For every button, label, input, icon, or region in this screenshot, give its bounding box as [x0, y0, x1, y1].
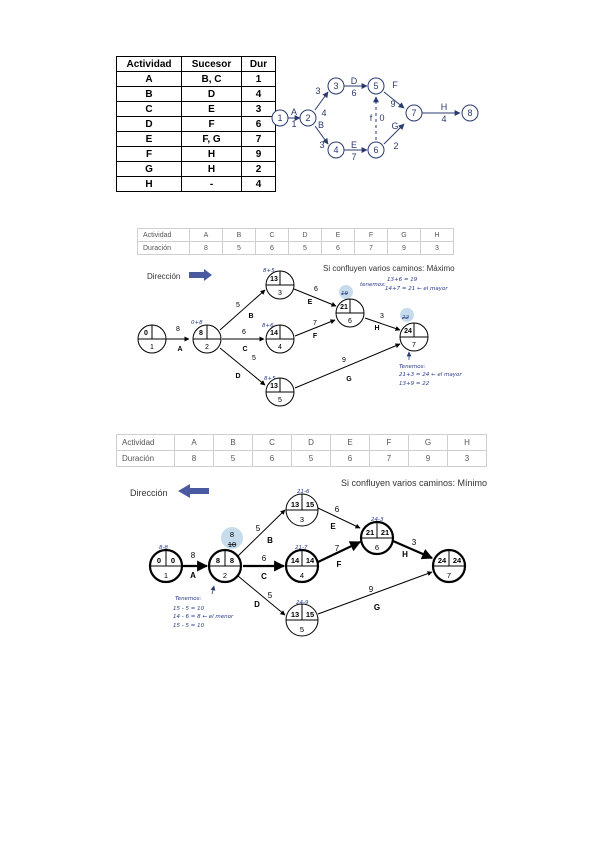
cell: Duración — [138, 242, 190, 255]
node-number: 5 — [278, 397, 282, 404]
handwritten-note: 24-3 — [371, 517, 384, 523]
node-number: 4 — [278, 344, 282, 351]
cell: 7 — [370, 451, 409, 467]
node-label: 4 — [333, 145, 339, 155]
node-number: 1 — [150, 344, 154, 351]
node-number: 4 — [299, 571, 305, 580]
cell: 6 — [253, 451, 292, 467]
handwritten-crossed: 22 — [402, 315, 409, 321]
edge-activity: D — [254, 600, 260, 609]
handwritten-note: 14+7 = 21 ← el mayor — [385, 286, 448, 292]
node-label: 2 — [305, 113, 311, 123]
edge-label: D — [350, 76, 358, 86]
handwritten-note: 21+3 = 24 ← el mayor — [399, 372, 462, 378]
cell: 5 — [214, 451, 253, 467]
edge-activity: G — [373, 603, 381, 612]
node-value: 0 — [144, 330, 148, 337]
cell: 7 — [242, 132, 276, 147]
node-label: 7 — [411, 108, 417, 118]
cell: 9 — [409, 451, 448, 467]
direction-label: Dirección — [130, 488, 168, 498]
node-late: 15 — [305, 610, 315, 619]
cell: C — [256, 229, 289, 242]
edge-activity: E — [307, 299, 313, 306]
edge-label: 3 — [319, 140, 325, 150]
node-label: 8 — [467, 108, 473, 118]
edge-activity: A — [190, 571, 196, 580]
handwritten-note: 0+8 — [191, 320, 203, 326]
edge-duration: 5 — [255, 524, 261, 533]
handwritten-note: 8+6 — [262, 323, 274, 329]
cell: B — [117, 87, 182, 102]
cell: 1 — [242, 72, 276, 87]
node-value: 13 — [270, 276, 278, 283]
edge-duration: 3 — [411, 538, 417, 547]
cell: B, C — [182, 72, 242, 87]
cell: B — [214, 435, 253, 451]
edge-duration: 9 — [368, 585, 374, 594]
node-number: 3 — [278, 290, 282, 297]
edge-activity: C — [261, 572, 267, 581]
cell: E — [182, 102, 242, 117]
node-value: 13 — [270, 383, 278, 390]
cell: Actividad — [117, 435, 175, 451]
edge-duration: 8 — [190, 551, 196, 560]
edge-label: 1 — [291, 119, 297, 129]
node-value: 21 — [340, 304, 348, 311]
edge-duration: 7 — [313, 320, 317, 327]
node-early: 21 — [365, 528, 375, 537]
node-label: 3 — [333, 81, 339, 91]
edge-activity: E — [330, 522, 336, 531]
edge-label: B — [317, 120, 325, 130]
node-value: 14 — [270, 330, 278, 337]
edge-label: 7 — [351, 152, 357, 162]
cell: F, G — [182, 132, 242, 147]
node-label: 6 — [373, 145, 379, 155]
cell: 4 — [242, 177, 276, 192]
cell: 5 — [223, 242, 256, 255]
node-early: 13 — [290, 500, 300, 509]
cell: 6 — [256, 242, 289, 255]
cell: G — [388, 229, 421, 242]
node-early: 13 — [290, 610, 300, 619]
edge-duration: 7 — [334, 544, 340, 553]
cell: 4 — [242, 87, 276, 102]
cell: 3 — [242, 102, 276, 117]
cell: H — [421, 229, 454, 242]
cell: 9 — [242, 147, 276, 162]
header-sucesor: Sucesor — [182, 57, 242, 72]
cell: 7 — [355, 242, 388, 255]
cell: - — [182, 177, 242, 192]
cell: A — [117, 72, 182, 87]
edge-activity: F — [336, 560, 342, 569]
handwritten-note: 8+5 — [264, 376, 276, 382]
edge-duration: 9 — [342, 357, 346, 364]
cell: E — [322, 229, 355, 242]
node-early: 0 — [156, 556, 162, 565]
arrow-left-icon — [178, 484, 209, 498]
header-dur: Dur — [242, 57, 276, 72]
cell: 3 — [448, 451, 487, 467]
cell: 3 — [421, 242, 454, 255]
header-actividad: Actividad — [117, 57, 182, 72]
edge-duration: 6 — [242, 329, 246, 336]
edge-b — [238, 510, 285, 556]
node-late: 21 — [380, 528, 390, 537]
rule-heading: Si confluyen varios caminos: Máximo — [323, 264, 455, 273]
cell: F — [182, 117, 242, 132]
node-early: 8 — [215, 556, 221, 565]
cell: 8 — [190, 242, 223, 255]
edge-label: 2 — [393, 141, 399, 151]
handwritten-note: 8 — [229, 530, 235, 539]
cell: F — [117, 147, 182, 162]
handwritten-note: 14 - 6 = 8 ← el menor — [173, 614, 234, 620]
node-number: 3 — [299, 515, 305, 524]
cell: E — [117, 132, 182, 147]
cell: 8 — [175, 451, 214, 467]
edge-label: H — [440, 102, 448, 112]
edge-activity: D — [235, 373, 241, 380]
cell: C — [253, 435, 292, 451]
edge-label: 9 — [390, 99, 396, 109]
edge-duration: 5 — [267, 591, 273, 600]
cell: D — [117, 117, 182, 132]
cell: A — [175, 435, 214, 451]
cell: 5 — [289, 242, 322, 255]
cell: 6 — [322, 242, 355, 255]
edge-label: 4 — [441, 114, 447, 124]
edge-label: 3 — [315, 86, 321, 96]
handwritten-note: 15 - 5 = 10 — [173, 623, 205, 629]
direction-label: Dirección — [147, 272, 181, 281]
node-late: 14 — [305, 556, 315, 565]
node-number: 6 — [374, 543, 380, 552]
edge-label: f — [369, 113, 373, 123]
cell: G — [409, 435, 448, 451]
edge-label: F — [392, 80, 398, 90]
handwritten-note: 21-6 — [297, 489, 310, 495]
handwritten-note: 21-7 — [295, 545, 308, 551]
cell: Actividad — [138, 229, 190, 242]
cell: F — [355, 229, 388, 242]
edge-label: A — [290, 107, 298, 117]
edge-label: G — [391, 121, 399, 131]
cell: 2 — [242, 162, 276, 177]
cell: 5 — [292, 451, 331, 467]
handwritten-note: 13+6 = 19 — [387, 277, 418, 283]
edge-duration: 3 — [380, 313, 384, 320]
cell: E — [331, 435, 370, 451]
node-number: 2 — [205, 344, 209, 351]
node-late: 24 — [452, 556, 462, 565]
cell: B — [223, 229, 256, 242]
cell: H — [117, 177, 182, 192]
note-pointer — [212, 586, 214, 594]
node-label: 1 — [277, 113, 283, 123]
cell: G — [117, 162, 182, 177]
node-number: 5 — [299, 625, 305, 634]
node-number: 2 — [222, 571, 228, 580]
edge-label: E — [350, 140, 358, 150]
edge-label: 4 — [321, 108, 327, 118]
handwritten-note: 15 - 5 = 10 — [173, 606, 205, 612]
cell: F — [370, 435, 409, 451]
node-late: 0 — [170, 556, 176, 565]
node-number: 7 — [412, 342, 416, 349]
handwritten-note: Tenemos: — [399, 364, 426, 370]
edge-duration: 5 — [252, 355, 256, 362]
handwritten-note: 8+5 — [263, 268, 275, 274]
node-early: 14 — [290, 556, 300, 565]
cell: H — [448, 435, 487, 451]
edge-activity: H — [374, 325, 380, 332]
cell: D — [182, 87, 242, 102]
cell: H — [182, 162, 242, 177]
cell: A — [190, 229, 223, 242]
edge-activity: C — [242, 346, 248, 353]
edge-activity: B — [267, 536, 273, 545]
rule-heading: Si confluyen varios caminos: Mínimo — [341, 478, 488, 488]
cell: C — [117, 102, 182, 117]
handwritten-note: Tenemos: — [175, 596, 202, 602]
handwritten-crossed: 10 — [227, 540, 237, 549]
cell: 6 — [242, 117, 276, 132]
node-label: 5 — [373, 81, 379, 91]
cell: D — [292, 435, 331, 451]
edge-activity: F — [312, 333, 318, 340]
edge-activity: H — [402, 550, 408, 559]
cell: 6 — [331, 451, 370, 467]
edge-duration: 8 — [176, 326, 180, 333]
cell: Duración — [117, 451, 175, 467]
edge-activity: A — [177, 346, 183, 353]
cell: 9 — [388, 242, 421, 255]
edge-duration: 5 — [236, 302, 240, 309]
edge-duration: 6 — [261, 554, 267, 563]
edge-activity: G — [346, 376, 352, 383]
node-late: 8 — [229, 556, 235, 565]
node-number: 1 — [163, 571, 169, 580]
edge-label: 0 — [379, 113, 385, 123]
handwritten-crossed: 19 — [341, 291, 348, 297]
node-early: 24 — [437, 556, 447, 565]
cell: D — [289, 229, 322, 242]
edge-activity: B — [248, 313, 254, 320]
handwritten-note: 13+9 = 22 — [399, 381, 430, 387]
node-number: 7 — [446, 571, 452, 580]
edge-d — [238, 576, 285, 615]
node-number: 6 — [348, 318, 352, 325]
cell: H — [182, 147, 242, 162]
handwritten-note: tenemos: — [360, 282, 386, 288]
edge-duration: 6 — [314, 286, 318, 293]
node-value: 8 — [199, 330, 203, 337]
edge-label: 6 — [351, 88, 357, 98]
handwritten-note: 8-8 — [159, 545, 168, 551]
node-late: 15 — [305, 500, 315, 509]
handwritten-note: 24-9 — [296, 600, 309, 606]
edge-duration: 6 — [334, 505, 340, 514]
node-value: 24 — [404, 328, 412, 335]
